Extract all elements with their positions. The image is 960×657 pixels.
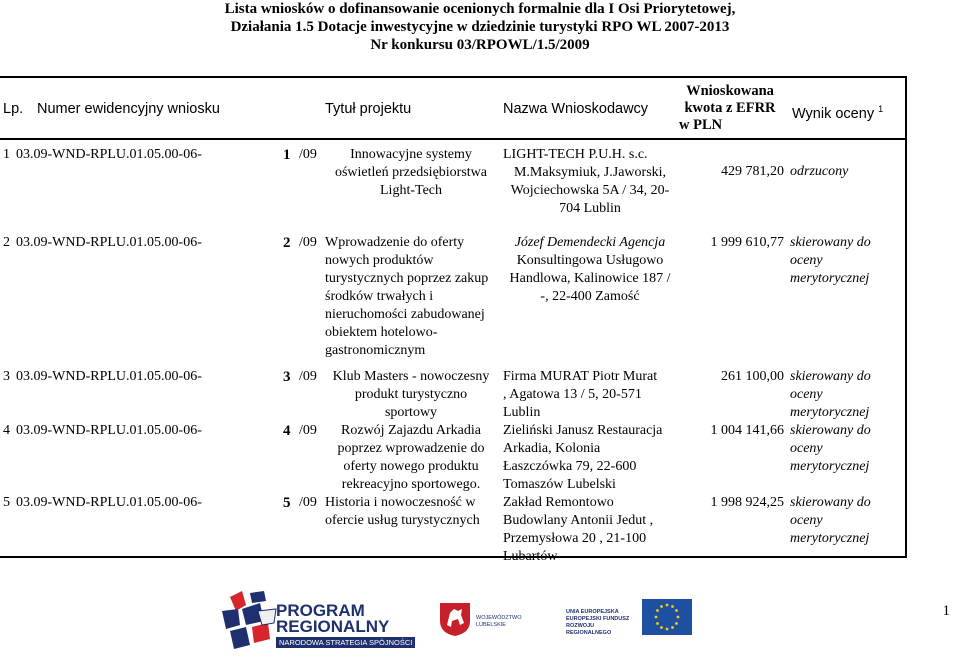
row-nr-suffix: /09 xyxy=(299,495,317,510)
row-kwota: 1 004 141,66 xyxy=(710,423,784,438)
header-wynik xyxy=(792,100,883,123)
row-tytul-line: ofercie usług turystycznych xyxy=(325,513,480,528)
row-nazwa-line: Przemysłowa 20 , 21-100 xyxy=(503,531,647,546)
row-wynik-line: skierowany do xyxy=(790,495,871,510)
header-wynik-label: Wynik oceny xyxy=(792,105,875,122)
table-header xyxy=(0,76,907,140)
unia-europejska-logo xyxy=(566,591,696,645)
header-kwota-line: Wnioskowana xyxy=(686,83,774,99)
header-kwota-line: w PLN xyxy=(679,117,723,133)
regionalny-text: REGIONALNY xyxy=(276,617,390,636)
row-tytul-line: rekreacyjno sportowego. xyxy=(341,477,481,492)
footer-logos xyxy=(220,585,700,653)
page-number: 1 xyxy=(942,603,950,619)
lubelskie-coat-of-arms-icon xyxy=(438,601,472,637)
strategy-text: NARODOWA STRATEGIA SPÓJNOŚCI xyxy=(276,637,415,648)
row-wynik xyxy=(790,494,902,548)
row-wynik xyxy=(790,422,902,476)
row-lp: 1 xyxy=(3,147,10,162)
row-nazwa-line: Józef Demendecki Agencja xyxy=(514,235,666,250)
table-body xyxy=(0,140,907,564)
title-line-2: Działania 1.5 Dotacje inwestycyjne w dziedzinie turystyki RPO WL 2007-2013 xyxy=(230,19,730,35)
row-nazwa-line: , Agatowa 13 / 5, 20-571 xyxy=(503,387,642,402)
row-tytul-line: Light-Tech xyxy=(380,183,442,198)
row-nazwa-line: Konsultingowa Usługowo xyxy=(516,253,664,268)
table-row xyxy=(0,362,907,420)
row-wynik-line: skierowany do xyxy=(790,369,871,384)
row-tytul xyxy=(325,494,497,530)
row-nazwa-line: Firma MURAT Piotr Murat xyxy=(503,369,658,384)
row-wynik-line: oceny xyxy=(790,253,823,268)
row-tytul-line: sportowy xyxy=(384,405,438,420)
row-tytul-line: Innowacyjne systemy xyxy=(350,147,472,162)
row-nr-prefix: 03.09-WND-RPLU.01.05.00-06- xyxy=(16,235,202,250)
row-wynik xyxy=(790,234,902,288)
table-row xyxy=(0,140,907,228)
row-nr-prefix: 03.09-WND-RPLU.01.05.00-06- xyxy=(16,423,202,438)
row-wynik xyxy=(790,368,902,422)
eu-flag-icon xyxy=(642,599,692,635)
row-tytul xyxy=(325,422,497,494)
row-tytul-line: nieruchomości zabudowanej xyxy=(325,307,485,322)
row-tytul-line: środków trwałych i xyxy=(325,289,434,304)
row-nr-number: 1 xyxy=(283,147,291,163)
row-tytul xyxy=(325,234,497,360)
row-wynik-line: odrzucony xyxy=(790,164,849,179)
row-kwota: 1 998 924,25 xyxy=(710,495,784,510)
header-kwota xyxy=(675,83,785,134)
row-tytul xyxy=(325,368,497,422)
header-nr: Numer ewidencyjny wniosku xyxy=(37,101,220,117)
row-tytul-line: gastronomicznym xyxy=(325,343,426,358)
row-nazwa-line: Arkadia, Kolonia xyxy=(503,441,601,456)
row-tytul-line: produkt turystyczno xyxy=(354,387,468,402)
row-nazwa-line: Zakład Remontowo xyxy=(503,495,614,510)
row-nr-prefix: 03.09-WND-RPLU.01.05.00-06- xyxy=(16,369,202,384)
header-tytul: Tytuł projektu xyxy=(325,101,412,117)
row-nazwa xyxy=(503,494,677,566)
applications-table xyxy=(0,76,907,564)
row-nazwa-line: Lubartów xyxy=(503,549,558,564)
title-line-3: Nr konkursu 03/RPOWL/1.5/2009 xyxy=(370,37,590,53)
row-nazwa-line: Wojciechowska 5A / 34, 20- xyxy=(510,183,670,198)
row-lp: 3 xyxy=(3,369,10,384)
row-wynik-line: merytorycznej xyxy=(790,531,870,546)
row-nazwa-line: LIGHT-TECH P.U.H. s.c. xyxy=(503,147,648,162)
row-nazwa-line: 704 Lublin xyxy=(559,201,621,216)
row-wynik xyxy=(790,163,902,181)
program-text: PROGRAM xyxy=(276,601,365,620)
row-nazwa xyxy=(503,234,677,306)
row-wynik-line: merytorycznej xyxy=(790,271,870,286)
footnote-marker: 1 xyxy=(878,104,884,114)
ue-text: UNIA EUROPEJSKA xyxy=(566,609,619,615)
row-nazwa-line: Handlowa, Kalinowice 187 / xyxy=(509,271,671,286)
row-nr-number: 3 xyxy=(283,369,291,385)
title-line-1: Lista wniosków o dofinansowanie ocenionych formalnie dla I Osi Priorytetowej, xyxy=(224,1,736,17)
row-kwota: 261 100,00 xyxy=(721,369,784,384)
row-kwota: 1 999 610,77 xyxy=(710,235,784,250)
row-nr-prefix: 03.09-WND-RPLU.01.05.00-06- xyxy=(16,495,202,510)
table-row xyxy=(0,228,907,362)
row-nr-suffix: /09 xyxy=(299,235,317,250)
efrr-text: EUROPEJSKI FUNDUSZ xyxy=(566,616,630,622)
document-title xyxy=(0,0,960,54)
program-regionalny-mark-icon xyxy=(220,589,278,651)
wojewodztwo-text: WOJEWÓDZTWO xyxy=(476,615,522,621)
row-tytul xyxy=(325,146,497,200)
table-row xyxy=(0,416,907,492)
row-nr-prefix: 03.09-WND-RPLU.01.05.00-06- xyxy=(16,147,202,162)
row-lp: 5 xyxy=(3,495,10,510)
row-wynik-line: skierowany do xyxy=(790,423,871,438)
program-regionalny-logo xyxy=(220,589,413,653)
row-tytul-line: turystycznych poprzez zakup xyxy=(325,271,489,286)
row-wynik-line: skierowany do xyxy=(790,235,871,250)
row-nazwa-line: Łaszczówka 79, 22-600 xyxy=(503,459,637,474)
row-nr-suffix: /09 xyxy=(299,147,317,162)
row-nazwa-line: Zieliński Janusz Restauracja xyxy=(503,423,663,438)
wojewodztwo-lubelskie-logo xyxy=(438,601,538,641)
row-nr-number: 4 xyxy=(283,423,291,439)
row-nazwa-line: Lublin xyxy=(503,405,541,420)
row-wynik-line: merytorycznej xyxy=(790,459,870,474)
row-nr-suffix: /09 xyxy=(299,369,317,384)
header-kwota-line: kwota z EFRR xyxy=(684,100,776,116)
row-tytul-line: Historia i nowoczesność w xyxy=(325,495,476,510)
row-wynik-line: merytorycznej xyxy=(790,405,870,420)
row-wynik-line: oceny xyxy=(790,387,823,402)
row-tytul-line: obiektem hotelowo- xyxy=(325,325,438,340)
row-tytul-line: Rozwój Zajazdu Arkadia xyxy=(341,423,481,438)
row-tytul-line: Klub Masters - nowoczesny xyxy=(332,369,490,384)
row-nazwa-line: Tomaszów Lubelski xyxy=(503,477,616,492)
header-nazwa: Nazwa Wnioskodawcy xyxy=(503,101,649,117)
row-tytul-line: oświetleń przedsiębiorstwa xyxy=(334,165,487,180)
row-tytul-line: Wprowadzenie do oferty xyxy=(325,235,465,250)
row-tytul-line: poprzez wprowadzenie do xyxy=(337,441,485,456)
row-nr-suffix: /09 xyxy=(299,423,317,438)
lubelskie-text: LUBELSKIE xyxy=(476,622,506,628)
row-lp: 4 xyxy=(3,423,10,438)
row-nazwa xyxy=(503,146,677,218)
row-lp: 2 xyxy=(3,235,10,250)
row-kwota: 429 781,20 xyxy=(721,164,784,179)
header-lp: Lp. xyxy=(3,101,24,117)
row-nr-number: 2 xyxy=(283,235,291,251)
row-nr-number: 5 xyxy=(283,495,291,511)
row-tytul-line: oferty nowego produktu xyxy=(343,459,479,474)
row-nazwa xyxy=(503,368,677,422)
table-row xyxy=(0,488,907,564)
row-wynik-line: oceny xyxy=(790,513,823,528)
row-nazwa-line: -, 22-400 Zamość xyxy=(540,289,640,304)
row-nazwa-line: Budowlany Antonii Jedut , xyxy=(503,513,654,528)
efrr-text-2: ROZWOJU REGIONALNEGO xyxy=(566,623,612,636)
row-nazwa-line: M.Maksymiuk, J.Jaworski, xyxy=(513,165,667,180)
row-wynik-line: oceny xyxy=(790,441,823,456)
row-nazwa xyxy=(503,422,677,494)
row-tytul-line: nowych produktów xyxy=(325,253,434,268)
